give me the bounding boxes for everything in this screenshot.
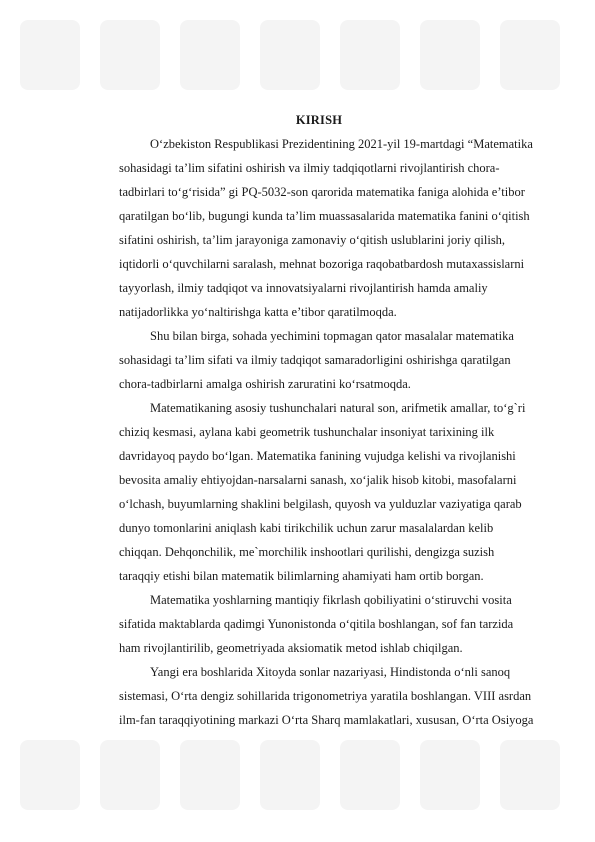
paragraph-line: sistemasi, O‘rta dengiz sohillarida trigonometriya yaratila boshlangan. VIII asrdan xyxy=(119,689,532,703)
paragraph-line: tadbirlari to‘g‘risida” gi PQ-5032-son qarorida matematika faniga alohida e’tibor xyxy=(119,185,525,199)
paragraph-line: chiziq kesmasi, aylana kabi geometrik tushunchalar insoniyat tarixining ilk xyxy=(119,425,495,439)
paragraph-4 xyxy=(88,588,550,660)
paragraph-line: ham rivojlantirilib, geometriyada aksiomatik metod ishlab chiqilgan. xyxy=(119,641,463,655)
paragraph-line: Matematika yoshlarning mantiqiy fikrlash qobiliyatini o‘stiruvchi vosita xyxy=(150,593,512,607)
paragraph-line: Shu bilan birga, sohada yechimini topmagan qator masalalar matematika xyxy=(150,329,514,343)
paragraph-line: chora-tadbirlarni amalga oshirish zaruratini ko‘rsatmoqda. xyxy=(119,377,411,391)
paragraph-line: o‘lchash, buyumlarning shaklini belgilash, quyosh va yulduzlar vaziyatiga qarab xyxy=(119,497,522,511)
paragraph-line: chiqqan. Dehqonchilik, me`morchilik inshootlari qurilishi, dengizga suzish xyxy=(119,545,495,559)
paragraph-5 xyxy=(88,660,550,732)
paragraph-line: Yangi era boshlarida Xitoyda sonlar nazariyasi, Hindistonda o‘nli sanoq xyxy=(150,665,511,679)
paragraph-line: tayyorlash, ilmiy tadqiqot va innovatsiyalarni rivojlantirish hamda amaliy xyxy=(119,281,488,295)
paragraph-line: ilm-fan taraqqiyotining markazi O‘rta Sharq mamlakatlari, xususan, O‘rta Osiyoga xyxy=(119,713,534,727)
section-heading: KIRISH xyxy=(295,113,343,127)
paragraph-1 xyxy=(88,132,550,324)
paragraph-line: sohasidagi ta’lim sifatini oshirish va ilmiy tadqiqotlarni rivojlantirish chora- xyxy=(119,161,500,175)
paragraph-line: dunyo tomonlarini aniqlash kabi tirikchilik uchun zarur masalalardan kelib xyxy=(119,521,494,535)
paragraph-line: Matematikaning asosiy tushunchalari natural son, arifmetik amallar, to‘g`ri xyxy=(150,401,526,415)
paragraph-3 xyxy=(88,396,550,588)
paragraph-line: iqtidorli o‘quvchilarni saralash, mehnat bozoriga raqobatbardosh mutaxassislarni xyxy=(119,257,525,271)
paragraph-line: sohasidagi ta’lim sifati va ilmiy tadqiqot samaradorligini oshirishga qaratilgan xyxy=(119,353,511,367)
paragraph-line: davridayoq paydo bo‘lgan. Matematika fanining vujudga kelishi va rivojlanishi xyxy=(119,449,516,463)
paragraph-line: sifatida maktablarda qadimgi Yunonistonda o‘qitila boshlangan, sof fan tarzida xyxy=(119,617,514,631)
paragraph-line: O‘zbekiston Respublikasi Prezidentining 2021-yil 19-martdagi “Matematika xyxy=(150,137,533,151)
paragraph-line: qaratilgan bo‘lib, bugungi kunda ta’lim muassasalarida matematika fanini o‘qitish xyxy=(119,209,530,223)
document-page xyxy=(88,108,550,732)
paragraph-line: taraqqiy etishi bilan matematik bilimlarning ahamiyati ham ortib borgan. xyxy=(119,569,484,583)
paragraph-line: natijadorlikka yo‘naltirishga katta e’tibor qaratilmoqda. xyxy=(119,305,397,319)
paragraph-line: bevosita amaliy ehtiyojdan-narsalarni sanash, xo‘jalik hisob kitobi, masofalarni xyxy=(119,473,517,487)
paragraph-line: sifatini oshirish, ta’lim jarayoniga zamonaviy o‘qitish uslublarini joriy qilish, xyxy=(119,233,506,247)
paragraph-2 xyxy=(88,324,550,396)
